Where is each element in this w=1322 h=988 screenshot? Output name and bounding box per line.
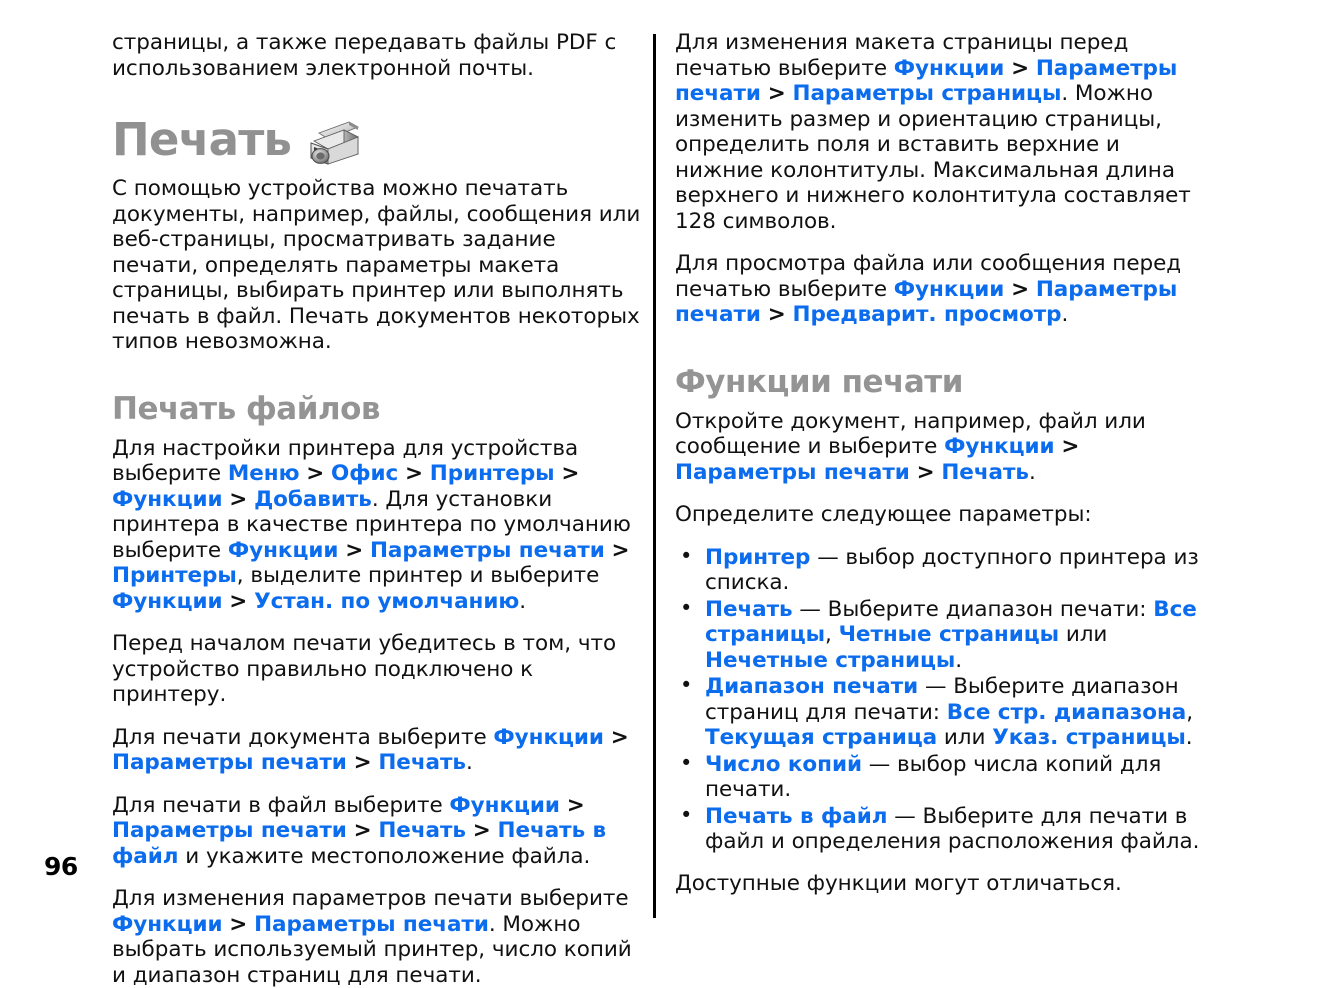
separator: >	[767, 81, 786, 106]
link-functions[interactable]: Функции	[893, 55, 1005, 81]
link-functions[interactable]: Функции	[227, 537, 339, 563]
text-fragment: .	[519, 588, 527, 614]
text-fragment: ,	[825, 622, 839, 647]
bullet-icon: •	[680, 673, 693, 697]
page-layout-paragraph	[675, 30, 1205, 234]
link-office[interactable]: Офис	[331, 461, 399, 486]
link-functions[interactable]: Функции	[493, 724, 604, 750]
text-fragment: Для изменения параметров печати выберите	[112, 886, 629, 911]
preview-paragraph	[675, 251, 1205, 328]
text-fragment: . Для установки принтера в качестве принтера по умолчанию выберите	[112, 486, 631, 563]
link-functions[interactable]: Функции	[112, 588, 223, 614]
separator: >	[561, 461, 580, 486]
separator: >	[353, 750, 372, 775]
separator: >	[306, 461, 325, 486]
separator: >	[610, 724, 629, 750]
text-fragment: . Можно изменить размер и ориентацию страницы, определить поля и вставить верхние и нижние колонтитулы. Максимальная длина верхнего и нижнего колонтитула составляет 128 символов.	[675, 81, 1191, 234]
link-print[interactable]: Печать	[941, 459, 1029, 485]
page-title-text: Печать	[112, 113, 292, 166]
page-title	[112, 115, 646, 165]
link-print-settings[interactable]: Параметры печати	[369, 537, 605, 563]
text-fragment: или	[937, 725, 993, 750]
separator: >	[345, 537, 364, 563]
option-even-pages[interactable]: Четные страницы	[838, 622, 1060, 647]
link-menu[interactable]: Меню	[227, 461, 300, 486]
intro-paragraph: страницы, а также передавать файлы PDF с использованием электронной почты.	[112, 30, 617, 81]
link-print-settings[interactable]: Параметры печати	[112, 818, 347, 843]
separator: >	[229, 486, 248, 512]
link-printers[interactable]: Принтеры	[112, 563, 237, 588]
separator: >	[472, 818, 491, 843]
text-fragment: , выделите принтер и выберите	[236, 563, 600, 588]
separator: >	[611, 537, 630, 563]
separator: >	[566, 792, 585, 818]
left-column	[112, 30, 646, 988]
option-copies-count[interactable]: Число копий	[705, 751, 862, 777]
print-options-list	[675, 545, 1205, 855]
section-heading-print-functions: Функции печати	[675, 363, 963, 400]
link-print-settings[interactable]: Параметры печати	[254, 911, 489, 937]
list-item	[675, 545, 1205, 596]
link-page-settings[interactable]: Параметры страницы	[792, 81, 1062, 106]
text-fragment: выбор числа копий для печати.	[705, 751, 1162, 802]
separator: >	[1011, 276, 1030, 302]
link-print[interactable]: Печать	[378, 818, 466, 843]
em-dash: —	[868, 751, 891, 777]
em-dash: —	[924, 674, 947, 699]
availability-note: Доступные функции могут отличаться.	[675, 870, 1122, 896]
text-fragment: Выберите для печати в файл и определения расположения файла.	[705, 803, 1200, 854]
page-number: 96	[44, 852, 78, 881]
link-functions[interactable]: Функции	[944, 434, 1055, 459]
separator: >	[1011, 55, 1030, 81]
option-all-pages[interactable]: Все страницы	[705, 596, 1197, 647]
option-odd-pages[interactable]: Нечетные страницы	[705, 647, 956, 673]
section-heading-print-files: Печать файлов	[112, 390, 381, 427]
em-dash: —	[799, 596, 821, 622]
link-preview[interactable]: Предварит. просмотр	[792, 302, 1062, 327]
separator: >	[229, 911, 248, 937]
open-document-paragraph	[675, 409, 1205, 486]
define-params-label: Определите следующее параметры:	[675, 502, 1092, 527]
link-print-settings[interactable]: Параметры печати	[112, 750, 347, 775]
text-fragment: .	[1061, 302, 1069, 327]
link-printers[interactable]: Принтеры	[429, 461, 555, 486]
separator: >	[405, 461, 423, 486]
print-description: С помощью устройства можно печатать документы, например, файлы, сообщения или веб-страницы, просматривать задание печати, определять параметры макета страницы, выбирать принтер или выполнять печать в файл. Печать документов некоторых типов невозможна.	[112, 176, 641, 354]
print-document-paragraph	[112, 725, 646, 776]
text-fragment: ,	[1186, 699, 1194, 725]
link-print-settings[interactable]: Параметры печати	[675, 459, 910, 485]
text-fragment: Для печати в файл выберите	[112, 792, 450, 818]
link-print-settings[interactable]: Параметры печати	[675, 276, 1178, 327]
text-fragment: .	[1185, 725, 1193, 750]
link-functions[interactable]: Функции	[893, 276, 1005, 302]
bullet-icon: •	[680, 750, 693, 775]
text-fragment: .	[465, 750, 473, 775]
em-dash: —	[817, 544, 839, 570]
bullet-icon: •	[680, 595, 693, 620]
separator: >	[1061, 434, 1080, 459]
separator: >	[353, 818, 372, 843]
text-fragment: Откройте документ, например, файл или сообщение и выберите	[675, 408, 1146, 459]
link-set-default[interactable]: Устан. по умолчанию	[254, 588, 520, 614]
list-item	[675, 804, 1205, 855]
option-specified-pages[interactable]: Указ. страницы	[992, 725, 1186, 750]
change-params-paragraph	[112, 886, 646, 988]
option-all-range-pages[interactable]: Все стр. диапазона	[946, 699, 1187, 725]
em-dash: —	[894, 803, 916, 829]
bullet-icon: •	[680, 543, 693, 568]
text-fragment: или	[1059, 622, 1108, 647]
list-item	[675, 597, 1205, 674]
connect-paragraph: Перед началом печати убедитесь в том, что устройство правильно подключено к принтеру.	[112, 631, 617, 707]
text-fragment: Для изменения макета страницы перед печатью выберите	[675, 30, 1129, 81]
text-fragment: .	[1028, 459, 1036, 485]
separator: >	[916, 459, 935, 485]
link-print-to-file[interactable]: Печать в файл	[112, 818, 607, 869]
text-fragment: выбор доступного принтера из списка.	[705, 544, 1199, 595]
printer-icon	[305, 118, 361, 168]
link-functions[interactable]: Функции	[112, 486, 223, 512]
link-add[interactable]: Добавить	[254, 486, 372, 512]
bullet-icon: •	[680, 802, 693, 827]
text-fragment: Для просмотра файла или сообщения перед печатью выберите	[675, 251, 1182, 302]
link-functions[interactable]: Функции	[112, 911, 223, 937]
link-print[interactable]: Печать	[378, 750, 466, 775]
column-divider	[653, 34, 656, 918]
text-fragment: Для настройки принтера для устройства выберите	[112, 435, 579, 486]
option-print-range[interactable]: Диапазон печати	[705, 674, 919, 699]
text-fragment: . Можно выбрать используемый принтер, число копий и диапазон страниц для печати.	[112, 911, 632, 988]
text-fragment: Выберите диапазон страниц для печати:	[705, 674, 1179, 725]
printer-setup-paragraph	[112, 436, 646, 615]
option-print-to-file[interactable]: Печать в файл	[705, 803, 888, 829]
link-functions[interactable]: Функции	[449, 792, 560, 818]
text-fragment: и укажите местоположение файла.	[178, 843, 591, 869]
option-printer[interactable]: Принтер	[705, 544, 811, 570]
right-column	[675, 30, 1205, 896]
text-fragment: Выберите диапазон печати:	[820, 596, 1154, 622]
text-fragment: Для печати документа выберите	[112, 724, 494, 750]
list-item	[675, 674, 1205, 751]
option-current-page[interactable]: Текущая страница	[705, 725, 938, 750]
link-print-settings[interactable]: Параметры печати	[675, 55, 1178, 106]
separator: >	[229, 588, 248, 614]
list-item	[675, 752, 1205, 803]
separator: >	[767, 302, 786, 327]
option-print[interactable]: Печать	[705, 596, 793, 622]
print-to-file-paragraph	[112, 793, 646, 870]
text-fragment: .	[955, 647, 963, 673]
